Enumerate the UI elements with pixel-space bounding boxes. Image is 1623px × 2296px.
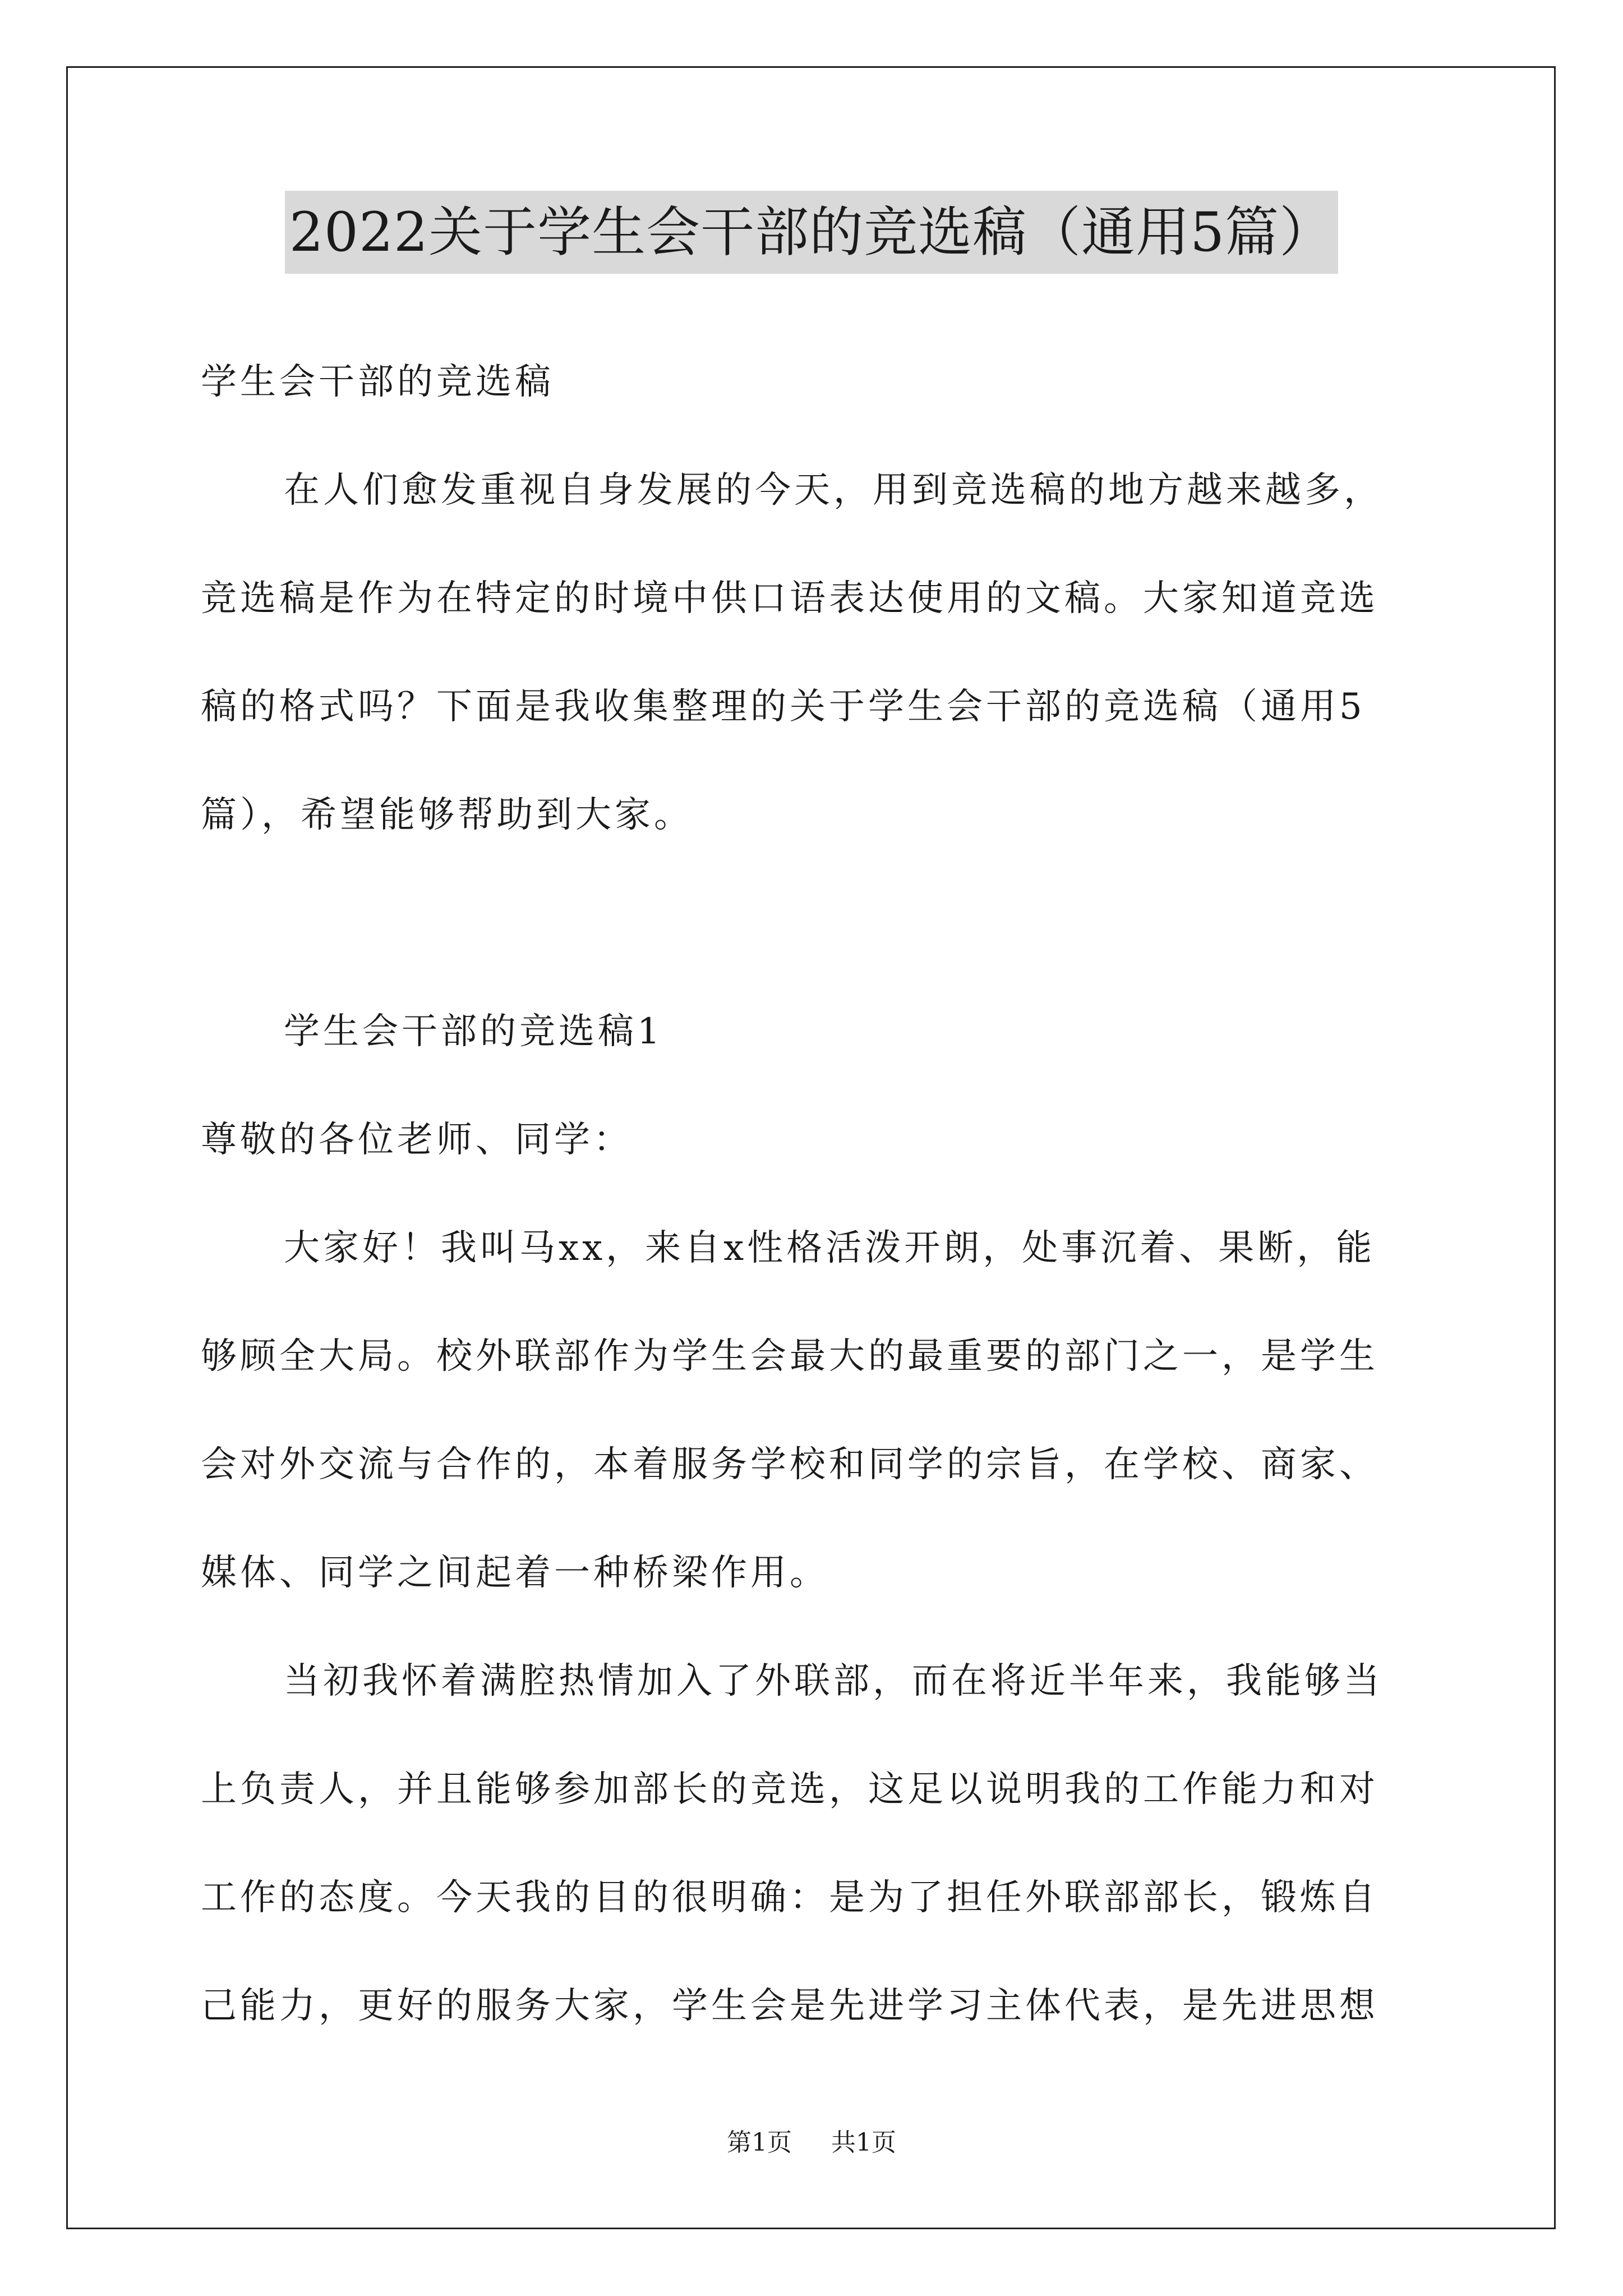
page-total: 共1页: [831, 2128, 896, 2157]
paragraph-line: 媒体、同学之间起着一种桥梁作用。: [201, 1552, 829, 1594]
blank-line: [201, 869, 1430, 978]
paragraph-line: 当初我怀着满腔热情加入了外联部，而在将近半年来，我能够当: [284, 1660, 1383, 1702]
paragraph-line: 己能力，更好的服务大家，学生会是先进学习主体代表，是先进思想: [201, 1985, 1378, 2027]
paragraph-line: 在人们愈发重视自身发展的今天，用到竞选稿的地方越来越多，: [284, 470, 1383, 511]
paragraph-line: 大家好！我叫马xx，来自x性格活泼开朗，处事沉着、果断，能: [284, 1227, 1376, 1269]
paragraph-line: 上负责人，并且能够参加部长的竞选，这足以说明我的工作能力和对: [201, 1769, 1378, 1810]
salutation: 尊敬的各位老师、同学：: [201, 1119, 633, 1161]
paragraph-line: 工作的态度。今天我的目的很明确：是为了担任外联部部长，锻炼自: [201, 1877, 1378, 1918]
title-container: [0, 191, 1623, 274]
paragraph-line: 竞选稿是作为在特定的时境中供口语表达使用的文稿。大家知道竞选: [201, 578, 1378, 619]
article-heading: 学生会干部的竞选稿1: [284, 1011, 663, 1052]
paragraph-line: 篇），希望能够帮助到大家。: [201, 794, 693, 836]
page-number: 第1页: [727, 2128, 792, 2157]
document-body: [201, 328, 1430, 2060]
document-title: 2022关于学生会干部的竞选稿（通用5篇）: [285, 191, 1338, 274]
section-heading: 学生会干部的竞选稿: [201, 361, 554, 403]
page-footer: [0, 2126, 1623, 2160]
paragraph-line: 够顾全大局。校外联部作为学生会最大的最重要的部门之一，是学生: [201, 1336, 1378, 1377]
paragraph-line: 会对外交流与合作的，本着服务学校和同学的宗旨，在学校、商家、: [201, 1444, 1378, 1485]
paragraph-line: 稿的格式吗？下面是我收集整理的关于学生会干部的竞选稿（通用5: [201, 686, 1366, 728]
